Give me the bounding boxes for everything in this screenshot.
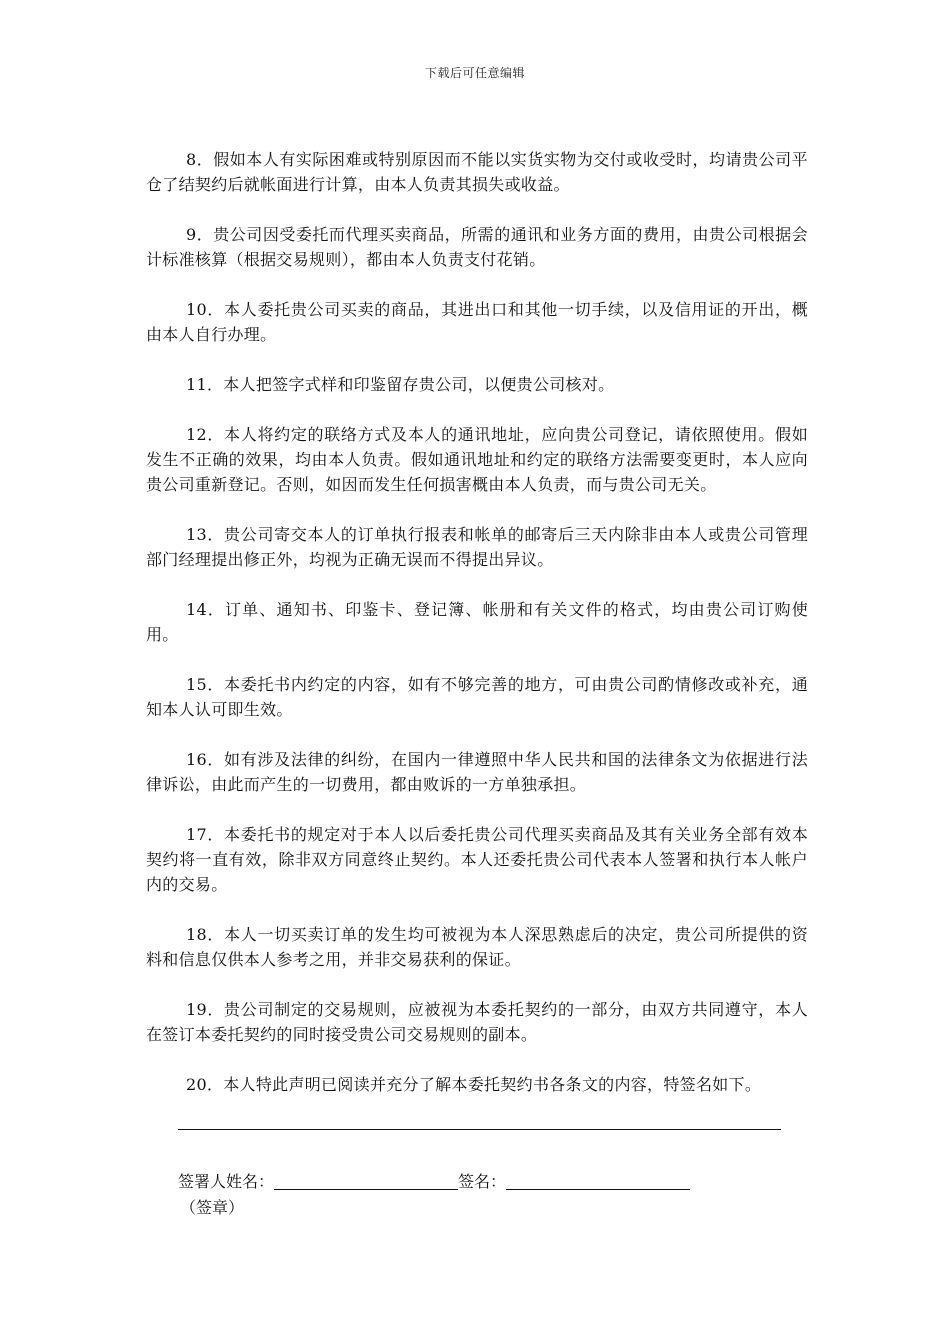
- clause-19: 19．贵公司制定的交易规则，应被视为本委托契约的一部分，由双方共同遵守，本人在签订本委托契约的同时接受贵公司交易规则的副本。: [146, 1000, 808, 1044]
- clause-11: 11．本人把签字式样和印鉴留存贵公司，以便贵公司核对。: [186, 375, 615, 394]
- clause-20: 20．本人特此声明已阅读并充分了解本委托契约书各条文的内容，特签名如下。: [186, 1075, 762, 1094]
- clause-14: 14．订单、通知书、印鉴卡、登记簿、帐册和有关文件的格式，均由贵公司订购使用。: [146, 600, 808, 644]
- clause-18: 18．本人一切买卖订单的发生均可被视为本人深思熟虑后的决定，贵公司所提供的资料和信息仅供本人参考之用，并非交易获利的保证。: [146, 925, 808, 969]
- clause-list: [146, 147, 808, 1122]
- clause-16: 16．如有涉及法律的纠纷，在国内一律遵照中华人民共和国的法律条文为依据进行法律诉讼，由此而产生的一切费用，都由败诉的一方单独承担。: [146, 750, 808, 794]
- signer-name-field[interactable]: [274, 1171, 458, 1190]
- signature-row: [178, 1170, 690, 1194]
- signer-name-label: 签署人姓名：: [178, 1172, 275, 1191]
- clause-12: 12．本人将约定的联络方式及本人的通讯地址，应向贵公司登记，请依照使用。假如发生不正确的效果，均由本人负责。假如通讯地址和约定的联络方法需要变更时，本人应向贵公司重新登记。否则，如因而发生任何损害概由本人负责，而与贵公司无关。: [146, 425, 808, 494]
- clause-17: 17．本委托书的规定对于本人以后委托贵公司代理买卖商品及其有关业务全部有效本契约将一直有效，除非双方同意终止契约。本人还委托贵公司代表本人签署和执行本人帐户内的交易。: [146, 825, 808, 894]
- clause-10: 10．本人委托贵公司买卖的商品，其进出口和其他一切手续，以及信用证的开出，概由本人自行办理。: [146, 300, 808, 344]
- signature-divider: [178, 1129, 781, 1130]
- seal-label: （签章）: [180, 1198, 245, 1217]
- signature-label: 签名：: [458, 1172, 507, 1191]
- signature-field[interactable]: [506, 1171, 690, 1190]
- clause-9: 9．贵公司因受委托而代理买卖商品，所需的通讯和业务方面的费用，由贵公司根据会计标准核算（根据交易规则），都由本人负责支付花销。: [146, 225, 808, 269]
- clause-13: 13．贵公司寄交本人的订单执行报表和帐单的邮寄后三天内除非由本人或贵公司管理部门经理提出修正外，均视为正确无误而不得提出异议。: [146, 525, 808, 569]
- clause-8: 8．假如本人有实际困难或特别原因而不能以实货实物为交付或收受时，均请贵公司平仓了结契约后就帐面进行计算，由本人负责其损失或收益。: [146, 150, 808, 194]
- page-header-caption: 下载后可任意编辑: [424, 66, 525, 80]
- clause-15: 15．本委托书内约定的内容，如有不够完善的地方，可由贵公司酌情修改或补充，通知本人认可即生效。: [146, 675, 808, 719]
